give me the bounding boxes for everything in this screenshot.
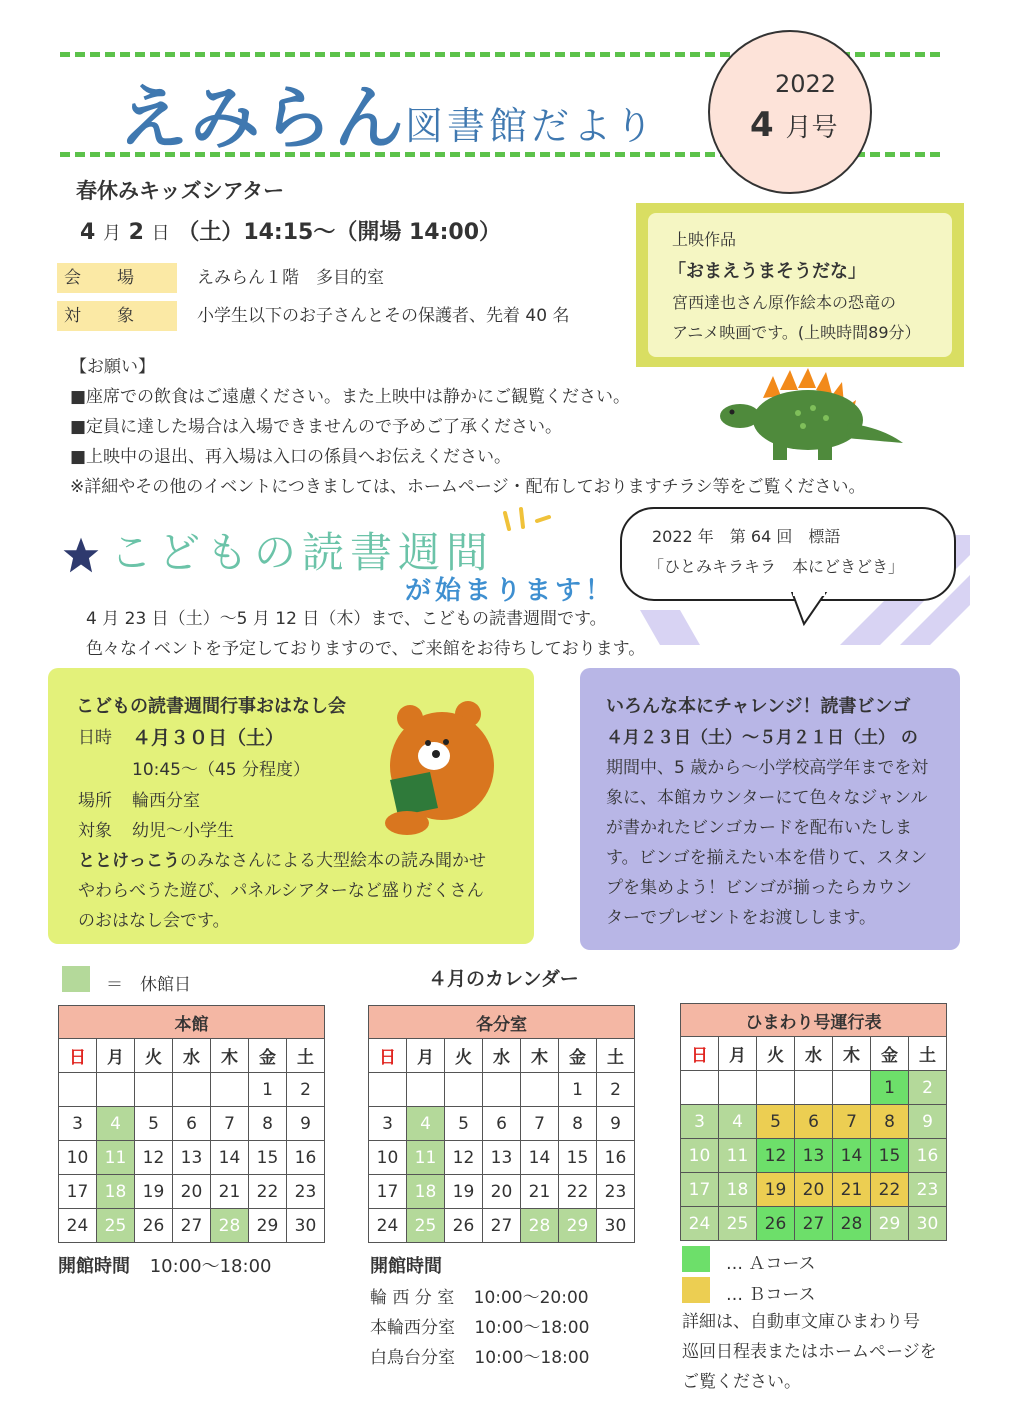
- theater-title: 春休みキッズシアター: [76, 179, 285, 203]
- movie-label: 上映作品: [672, 230, 737, 249]
- notes-title: 【お願い】: [70, 357, 155, 377]
- ohanashi-group: ととけっこう: [78, 851, 180, 871]
- slogan-line-2: 「ひとみキラキラ 本にどきどき」: [648, 557, 905, 576]
- calendar-bunshitsu-title: 各分室: [369, 1006, 635, 1039]
- note-1: ■座席での飲食はご遠慮ください。また上映中は静かにご観覧ください。: [70, 387, 631, 407]
- week-title: こどもの読書週間: [110, 528, 495, 577]
- note-2: ■定員に達した場合は入場できませんので予めご了承ください。: [70, 417, 563, 437]
- day-cell: 1: [249, 1073, 287, 1107]
- note-3: ■上映中の退出、再入場は入口の係員へお伝えください。: [70, 447, 512, 467]
- target-label: 対象: [57, 301, 177, 331]
- theater-date: 4 月 2 日 （土）14:15～（開場 14:00）: [80, 220, 502, 245]
- ohanashi-place: 輪西分室: [132, 791, 200, 811]
- issue-month-number: 4: [750, 105, 774, 145]
- course-a-swatch: [682, 1246, 710, 1272]
- bingo-line-4: が書かれたビンゴカードを配布いたしま: [606, 818, 912, 838]
- calendar-honkan: 本館 日 月 火 水 木 金 土 1 2 3 4 5 6 7 8 9 10 11 12 13 14 15 16 17 18 19 20 21 22 23 24 25 26 27 28 29 30: [58, 1005, 325, 1243]
- bingo-line-2: 期間中、5 歳から～小学校高学年までを対: [606, 758, 929, 778]
- course-a-label: … Ａコース: [726, 1254, 816, 1274]
- bear-reading-illustration: [372, 698, 512, 840]
- slogan-line-1: 2022 年 第 64 回 標語: [652, 527, 841, 546]
- issue-month: [750, 105, 838, 145]
- ohanashi-title: こどもの読書週間行事おはなし会: [76, 696, 346, 717]
- bingo-line-3: 象に、本館カウンターにて色々なジャンル: [606, 788, 928, 808]
- calendar-himawari: ひまわり号運行表 日 月 火 水 木 金 土 1 2 3 4 5 6 7 8 9 10 11 12 13 14 15 16 17 18 19 20 21 22 23 24 25 26 27 28 29 30: [680, 1003, 947, 1241]
- ohanashi-desc-3: のおはなし会です。: [78, 911, 230, 931]
- ohanashi-place-label: 場所: [78, 791, 112, 811]
- week-title-sub: が始まります！: [405, 576, 616, 606]
- ohanashi-target: 幼児～小学生: [132, 821, 234, 841]
- himawari-note-2: 巡回日程表またはホームページを: [682, 1342, 937, 1362]
- issue-month-suffix: 月号: [785, 113, 838, 143]
- movie-desc-2: アニメ映画です。(上映時間89分）: [672, 323, 921, 342]
- movie-desc-1: 宮西達也さん原作絵本の恐竜の: [672, 293, 897, 312]
- bingo-line-7: ターでプレゼントをお渡しします。: [606, 908, 876, 928]
- ohanashi-time: 10:45～（45 分程度）: [132, 760, 311, 780]
- star-icon: [62, 536, 100, 574]
- calendar-honkan-title: 本館: [59, 1006, 325, 1039]
- branch-2: 本輪西分室 10:00～18:00: [370, 1318, 590, 1338]
- branch-1: 輪 西 分 室 10:00～20:00: [370, 1288, 589, 1308]
- bingo-line-1: ４月２３日（土）～５月２１日（土） の: [606, 728, 918, 748]
- venue-value: えみらん１階 多目的室: [197, 268, 384, 288]
- course-b-swatch: [682, 1277, 710, 1303]
- bingo-line-6: プを集めよう！ビンゴが揃ったらカウン: [606, 878, 912, 898]
- calendar-bunshitsu: 各分室 日 月 火 水 木 金 土 1 2 3 4 5 6 7 8 9 10 11 12 13 14 15 16 17 18 19 20 21 22 23 24 25 26 27 28 29 30: [368, 1005, 635, 1243]
- week-desc-1: 4 月 23 日（土）～5 月 12 日（木）まで、こどもの読書週間です。: [86, 609, 607, 629]
- day-cell: 2: [287, 1073, 325, 1107]
- ohanashi-desc-2: やわらべうた遊び、パネルシアターなど盛りだくさん: [78, 881, 484, 901]
- note-4: ※詳細やその他のイベントにつきましては、ホームページ・配布しておりますチラシ等をご覧ください。: [70, 477, 866, 497]
- week-desc-2: 色々なイベントを予定しておりますので、ご来館をお待ちしております。: [86, 639, 646, 659]
- newsletter-subtitle: 図書館だより: [405, 104, 658, 148]
- calendar-himawari-title: ひまわり号運行表: [681, 1004, 947, 1037]
- calendar-title: ４月のカレンダー: [428, 968, 579, 990]
- course-b-label: … Ｂコース: [726, 1285, 816, 1305]
- himawari-note-3: ご覧ください。: [682, 1372, 801, 1392]
- issue-year: 2022: [775, 70, 837, 98]
- branch-3: 白鳥台分室 10:00～18:00: [370, 1348, 590, 1368]
- honkan-hours: 開館時間 10:00～18:00: [58, 1256, 272, 1277]
- bunshitsu-hours-label: 開館時間: [370, 1256, 442, 1277]
- venue-label: 会場: [57, 263, 177, 293]
- ohanashi-date-label: 日時: [78, 728, 112, 748]
- sparkle-lines: [495, 505, 555, 535]
- movie-title: 「おまえうまそうだな」: [668, 261, 866, 282]
- holiday-legend-text: ＝ 休館日: [106, 975, 191, 995]
- logo: えみらん: [118, 77, 406, 159]
- target-value: 小学生以下のお子さんとその保護者、先着 40 名: [197, 306, 570, 326]
- ohanashi-desc-1: ととけっこうのみなさんによる大型絵本の読み聞かせ: [78, 851, 486, 871]
- bingo-title: いろんな本にチャレンジ！読書ビンゴ: [606, 696, 911, 717]
- bingo-line-5: す。ビンゴを揃えたい本を借りて、スタン: [606, 848, 928, 868]
- ohanashi-date: ４月３０日（土）: [132, 727, 285, 749]
- holiday-legend-swatch: [62, 966, 90, 992]
- himawari-note-1: 詳細は、自動車文庫ひまわり号: [682, 1312, 920, 1332]
- dinosaur-illustration: [718, 368, 908, 463]
- slogan-bubble-tail: [790, 592, 830, 626]
- ohanashi-target-label: 対象: [78, 821, 112, 841]
